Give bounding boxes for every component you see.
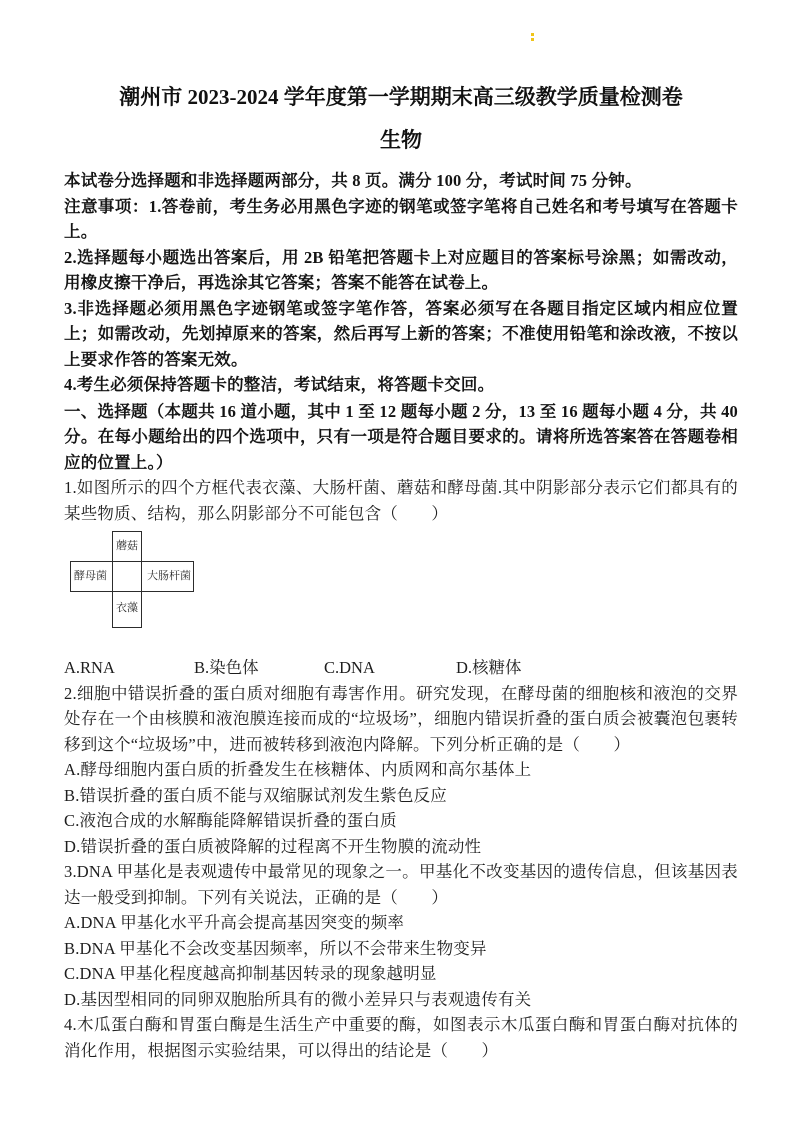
q1-option-d: D.核糖体: [456, 658, 522, 677]
question-1-options: [64, 655, 738, 681]
q1-option-b: B.染色体: [194, 658, 259, 677]
q1-option-a: A.RNA: [64, 658, 115, 677]
q2-option-c: C.液泡合成的水解酶能降解错误折叠的蛋白质: [64, 811, 397, 830]
q2-option-d: D.错误折叠的蛋白质被降解的过程离不开生物膜的流动性: [64, 836, 482, 856]
question-1-stem: 1.如图所示的四个方框代表衣藻、大肠杆菌、蘑菇和酵母菌.其中阴影部分表示它们都具有的某些物质、结构，那么阴影部分不可能包含（ ）: [64, 478, 738, 523]
notice-4: 4.考生必须保持答题卡的整洁，考试结束，将答题卡交回。: [64, 375, 495, 394]
q3-option-d: D.基因型相同的同卵双胞胎所具有的微小差异只与表观遗传有关: [64, 989, 532, 1009]
notice-3: 3.非选择题必须用黑色字迹钢笔或签字笔作答，答案必须写在各题目指定区域内相应位置上；如需改动，先划掉原来的答案，然后再写上新的答案；不准使用铅笔和涂改液，不按以上要求作答的答案无效。: [64, 298, 738, 369]
subject-title: 生物: [380, 128, 422, 152]
question-2-stem: 2.细胞中错误折叠的蛋白质对细胞有毒害作用。研究发现，在酵母菌的细胞核和液泡的交界处存在一个由核膜和液泡膜连接而成的“垃圾场”，细胞内错误折叠的蛋白质会被囊泡包裹转移到这个“垃圾场”中，进而被转移到液泡内降解。下列分析正确的是（ ）: [64, 683, 738, 754]
exam-summary: 本试卷分选择题和非选择题两部分，共 8 页。满分 100 分，考试时间 75 分钟。: [64, 171, 642, 190]
notice-2: 2.选择题每小题选出答案后，用 2B 铅笔把答题卡上对应题目的答案标号涂黑；如需改动，用橡皮擦干净后，再选涂其它答案；答案不能答在试卷上。: [64, 247, 738, 292]
question-4-stem: 4.木瓜蛋白酶和胃蛋白酶是生活生产中重要的酶，如图表示木瓜蛋白酶和胃蛋白酶对抗体的消化作用，根据图示实验结果，可以得出的结论是（ ）: [64, 1015, 738, 1060]
q1-cross-diagram: [70, 531, 196, 628]
q2-option-b: B.错误折叠的蛋白质不能与双缩脲试剂发生紫色反应: [64, 785, 447, 805]
section-heading: 一、选择题（本题共 16 道小题，其中 1 至 12 题每小题 2 分，13 至 16 题每小题 4 分，共 40 分。在每小题给出的四个选项中，只有一项是符合题目要求的。请将所选答案答在答题卷相应的位置上。）: [64, 401, 738, 472]
question-3-stem: 3.DNA 甲基化是表观遗传中最常见的现象之一。甲基化不改变基因的遗传信息，但该基因表达一般受到抑制。下列有关说法，正确的是（ ）: [64, 862, 738, 907]
notice-1: 注意事项：1.答卷前，考生务必用黑色字迹的钢笔或签字笔将自己姓名和考号填写在答题卡上。: [64, 196, 738, 241]
q2-option-a: A.酵母细胞内蛋白质的折叠发生在核糖体、内质网和高尔基体上: [64, 760, 532, 779]
q3-option-b: B.DNA 甲基化不会改变基因频率，所以不会带来生物变异: [64, 938, 487, 958]
q1-option-c: C.DNA: [324, 658, 375, 677]
exam-title: 潮州市 2023-2024 学年度第一学期期末高三级教学质量检测卷: [119, 85, 683, 109]
q3-option-a: A.DNA 甲基化水平升高会提高基因突变的频率: [64, 913, 405, 932]
q3-option-c: C.DNA 甲基化程度越高抑制基因转录的现象越明显: [64, 964, 437, 983]
diagram-label-mushroom: 蘑菇: [116, 540, 138, 552]
diagram-label-ecoli: 大肠杆菌: [147, 570, 191, 582]
exam-page: [64, 84, 738, 1063]
watermark-dot: [531, 33, 534, 36]
diagram-label-chlamydomonas: 衣藻: [116, 602, 138, 614]
diagram-label-yeast: 酵母菌: [74, 570, 107, 582]
